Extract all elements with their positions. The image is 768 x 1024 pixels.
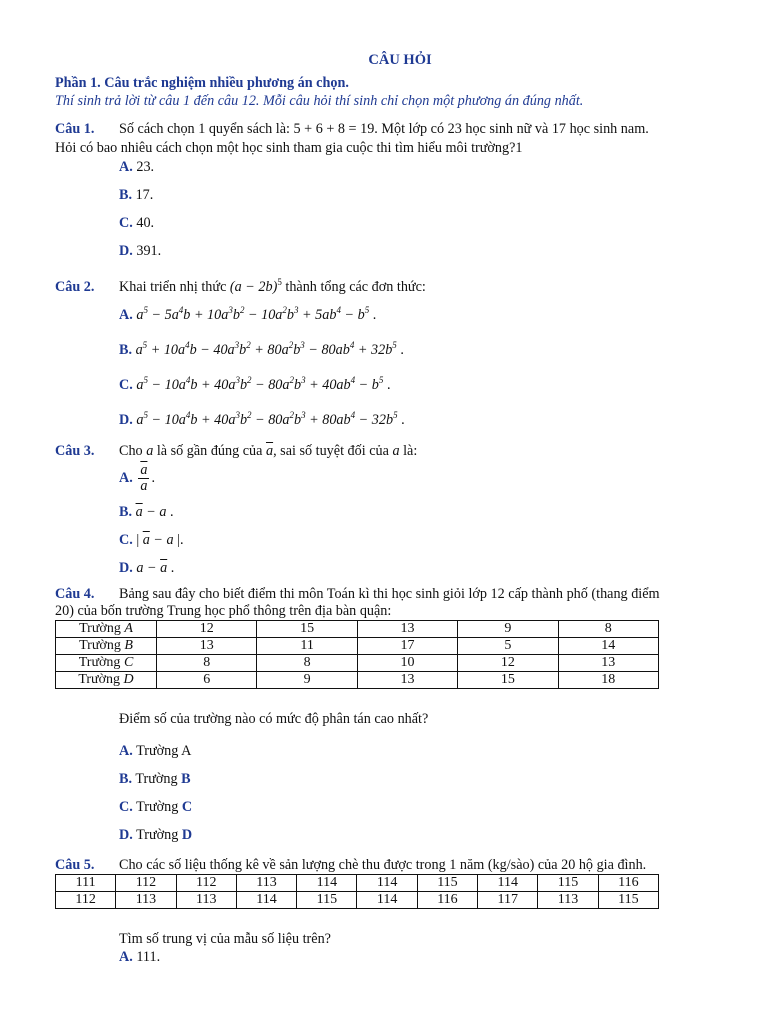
question-label: Câu 4.	[55, 586, 95, 602]
question-2	[55, 273, 715, 297]
option-b[interactable]: B. $a^5 + 10a^4b - 40a^3b^2 + 80a^2b^3 - 80ab^4 + 32b^5$ .	[119, 340, 404, 358]
score-cell: 14	[558, 638, 658, 655]
score-cell: 13	[157, 638, 257, 655]
option-a[interactable]: A. $a^5 - 5a^4b + 10a^3b^2 - 10a^2b^3 + 5ab^4 - b^5$ .	[119, 305, 377, 323]
question-1	[55, 120, 715, 158]
score-cell: 9	[458, 621, 558, 638]
yield-cell: 114	[357, 892, 417, 909]
question-5-prompt: Tìm số trung vị của mẫu số liệu trên?	[119, 931, 331, 947]
table-row	[56, 892, 659, 909]
option-c[interactable]: C. $a^5 - 10a^4b + 40a^3b^2 - 80a^2b^3 + 40ab^4 - b^5$ .	[119, 375, 391, 393]
score-cell: 10	[357, 655, 457, 672]
option-a[interactable]: A. 111.	[119, 949, 161, 965]
school-name-cell: Trường C	[56, 655, 157, 672]
table-row	[56, 638, 659, 655]
score-cell: 11	[257, 638, 357, 655]
question-text: . Một lớp có 23 học sinh nữ và 17 học sinh nam.	[374, 121, 649, 137]
question-5: Câu 5. Cho các số liệu thống kê về sản lượng chè thu được trong 1 năm (kg/sào) của 20 hộ gia đình.	[55, 857, 647, 873]
question-text: Số cách chọn 1 quyển sách là:	[119, 121, 290, 137]
yield-cell: 116	[417, 892, 477, 909]
score-cell: 5	[458, 638, 558, 655]
option-c[interactable]: C. | $\overline{a} - a$ |.	[119, 532, 184, 548]
option-a[interactable]: A. Trường A	[119, 743, 192, 759]
question-label: Câu 2.	[55, 279, 95, 295]
question-text: Khai triển nhị thức	[119, 279, 227, 295]
yield-cell: 113	[116, 892, 176, 909]
page-title: CÂU HỎI	[368, 52, 432, 68]
part1-instruction: Thí sinh trả lời từ câu 1 đến câu 12. Mỗi câu hỏi thí sinh chỉ chọn một phương án đúng nhất.	[55, 93, 584, 109]
option-c[interactable]: C. Trường C	[119, 799, 193, 815]
option-d[interactable]: D. $a - \overline{a}$ .	[119, 560, 175, 576]
score-cell: 8	[257, 655, 357, 672]
score-cell: 8	[157, 655, 257, 672]
yield-cell: 116	[598, 875, 658, 892]
table-row	[56, 655, 659, 672]
yield-cell: 114	[478, 875, 538, 892]
yield-cell: 115	[417, 875, 477, 892]
binomial-exponent: 5	[277, 277, 282, 287]
option-c[interactable]: C. 40.	[119, 215, 155, 231]
yield-cell: 115	[538, 875, 598, 892]
yield-cell: 115	[297, 892, 357, 909]
yield-table	[55, 874, 659, 909]
score-cell: 13	[357, 672, 457, 689]
option-b[interactable]: B. $\overline{a} - a$ .	[119, 504, 174, 520]
score-cell: 17	[357, 638, 457, 655]
question-text: Hỏi có bao nhiêu cách chọn một học sinh tham gia cuộc thi tìm hiểu môi trường?1	[55, 140, 523, 156]
question-label: Câu 3.	[55, 443, 95, 459]
score-cell: 13	[558, 655, 658, 672]
yield-cell: 113	[236, 875, 296, 892]
exam-page	[55, 52, 715, 967]
question-3: Câu 3. Cho a là số gần đúng của $\overline{a}$, sai số tuyệt đối của a là:	[55, 443, 418, 459]
yield-cell: 111	[56, 875, 116, 892]
yield-cell: 112	[176, 875, 236, 892]
score-cell: 12	[458, 655, 558, 672]
yield-cell: 114	[236, 892, 296, 909]
binomial: (a − 2b)	[229, 279, 278, 295]
score-cell: 6	[157, 672, 257, 689]
yield-cell: 114	[297, 875, 357, 892]
table-row	[56, 621, 659, 638]
fraction: $\frac{\overline{a}}{a}$	[140, 462, 148, 494]
part1-heading: Phần 1. Câu trắc nghiệm nhiều phương án chọn.	[55, 75, 349, 91]
variable-a: a	[146, 443, 154, 459]
yield-cell: 112	[56, 892, 116, 909]
yield-cell: 113	[176, 892, 236, 909]
table-row	[56, 672, 659, 689]
score-cell: 8	[558, 621, 658, 638]
question-4: Câu 4. Bảng sau đây cho biết điểm thi môn Toán kì thi học sinh giỏi lớp 12 cấp thành phố (thang điểm 20) của bốn trường Trung học phổ thông trên địa bàn quận:	[55, 586, 660, 619]
scores-table	[55, 620, 659, 689]
school-name-cell: Trường B	[56, 638, 157, 655]
option-d[interactable]: D. 391.	[119, 243, 162, 259]
formula: 5 + 6 + 8 = 19	[293, 121, 375, 137]
question-label: Câu 5.	[55, 857, 95, 873]
yield-cell: 112	[116, 875, 176, 892]
yield-cell: 115	[598, 892, 658, 909]
score-cell: 18	[558, 672, 658, 689]
variable-a-bar: $\overline{a}$	[265, 443, 274, 459]
option-a[interactable]: A. 23.	[119, 159, 155, 175]
option-d[interactable]: D. Trường D	[119, 827, 193, 843]
score-cell: 13	[357, 621, 457, 638]
school-name-cell: Trường A	[56, 621, 157, 638]
score-cell: 12	[157, 621, 257, 638]
score-cell: 15	[458, 672, 558, 689]
score-cell: 9	[257, 672, 357, 689]
school-name-cell: Trường D	[56, 672, 157, 689]
question-text: thành tổng các đơn thức:	[285, 279, 426, 295]
question-4-prompt: Điểm số của trường nào có mức độ phân tán cao nhất?	[119, 711, 429, 727]
option-a[interactable]: A. $\frac{\overline{a}}{a}$ .	[119, 462, 155, 494]
table-row	[56, 875, 659, 892]
yield-cell: 113	[538, 892, 598, 909]
option-b[interactable]: B. Trường B	[119, 771, 191, 787]
score-cell: 15	[257, 621, 357, 638]
yield-cell: 114	[357, 875, 417, 892]
yield-cell: 117	[478, 892, 538, 909]
option-b[interactable]: B. 17.	[119, 187, 154, 203]
question-label: Câu 1.	[55, 121, 95, 137]
option-d[interactable]: D. $a^5 - 10a^4b + 40a^3b^2 - 80a^2b^3 + 80ab^4 - 32b^5$ .	[119, 410, 405, 428]
